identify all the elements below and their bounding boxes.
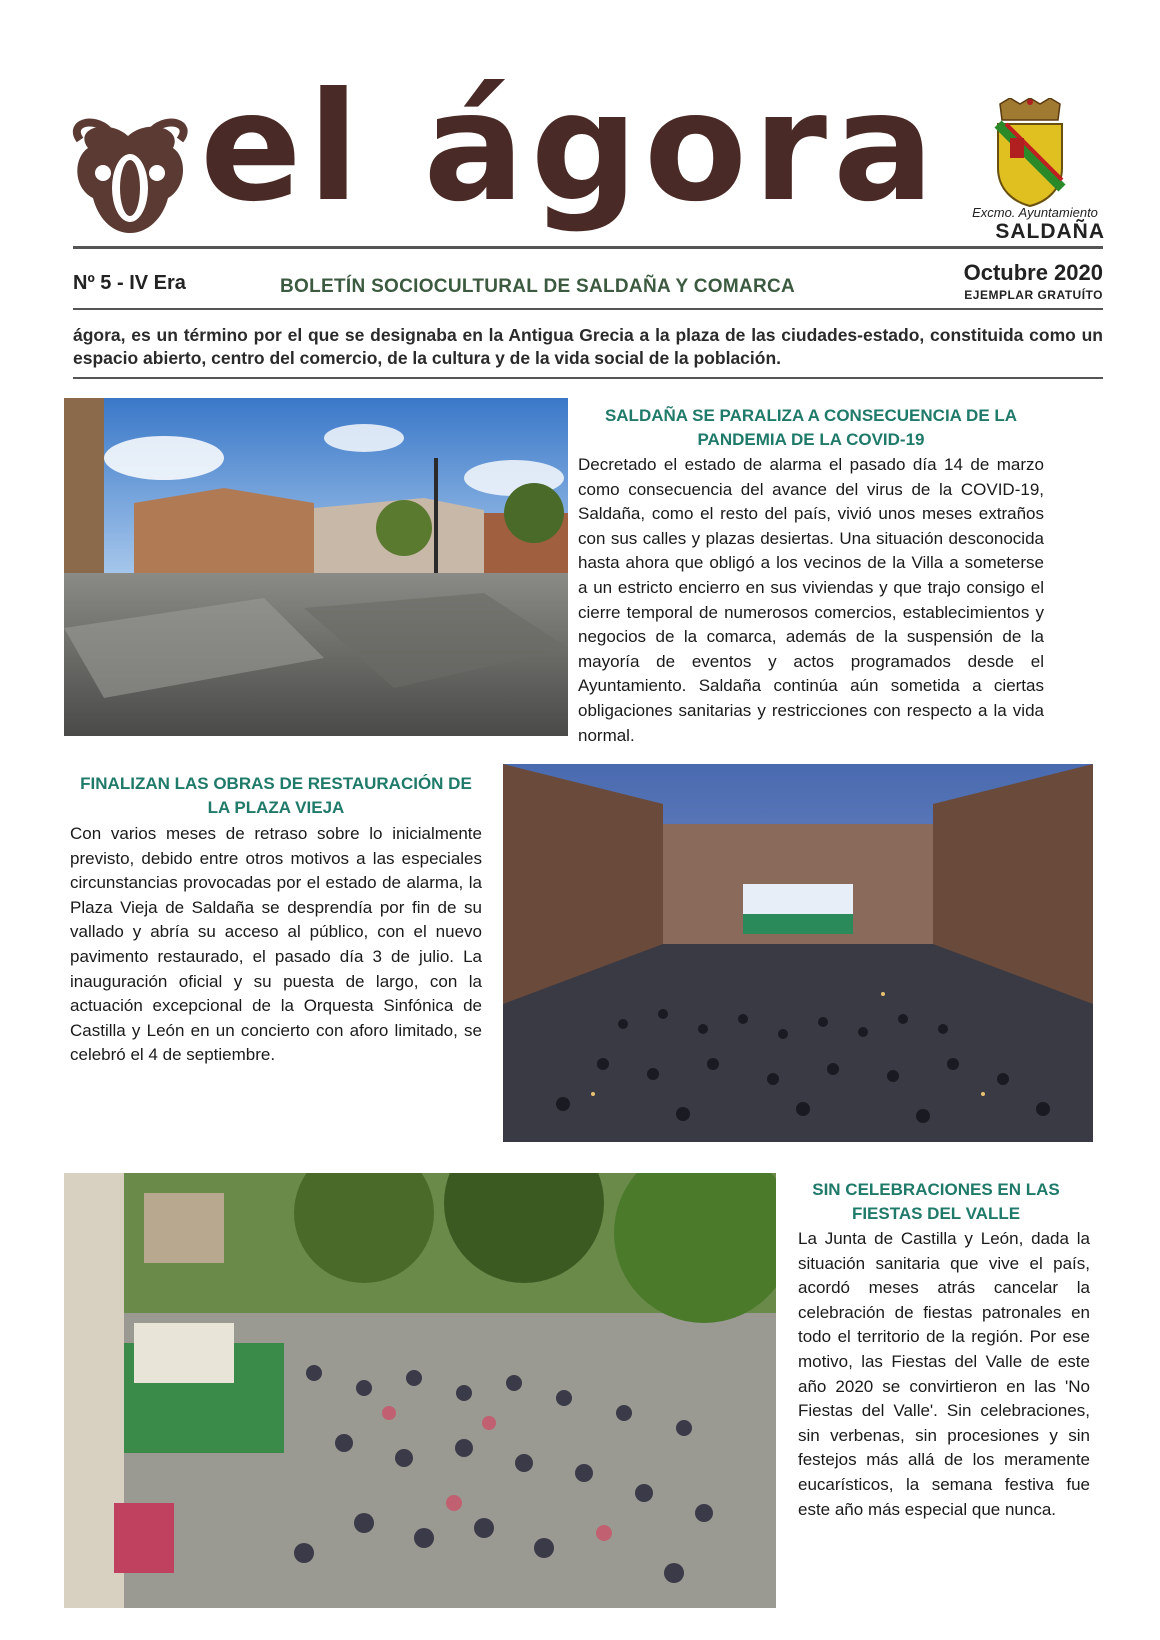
article-body-plaza-vieja: Con varios meses de retraso sobre lo inicialmente previsto, debido entre otros motivos a las especiales circunstancias provocadas por el estado de alarma, la Plaza Vieja de Saldaña se desprendía por fin de su vallado y abría su acceso al público, con el nuevo pavimento restaurado, el pasado día 3 de julio. La inauguración oficial y su puesta de largo, con la actuación excepcional de la Orquesta Sinfónica de Castilla y León en un concierto con aforo limitado, se celebró el 4 de septiembre. [70, 824, 482, 1065]
concert-square-photo [503, 764, 1093, 1142]
festival-mass-photo [64, 1173, 776, 1608]
masthead-rule-middle [73, 308, 1103, 310]
masthead-rule-top [73, 246, 1103, 249]
crest-caption: Excmo. Ayuntamiento [972, 205, 1098, 220]
crest-town-name: SALDAÑA [995, 220, 1105, 243]
free-copy-label: EJEMPLAR GRATUÍTO [964, 288, 1103, 302]
empty-square-photo [64, 398, 568, 736]
newspaper-title: el ágora [200, 61, 941, 235]
masthead-rule-bottom [73, 377, 1103, 379]
town-crest-icon [990, 98, 1070, 208]
bulletin-subtitle: BOLETÍN SOCIOCULTURAL DE SALDAÑA Y COMARCA [280, 276, 796, 297]
article-heading-covid: SALDAÑA SE PARALIZA A CONSECUENCIA DE LA PANDEMIA DE LA COVID-19 [604, 406, 1018, 449]
bull-emblem-icon [68, 118, 193, 238]
issue-number: Nº 5 - IV Era [73, 272, 186, 294]
masthead [60, 58, 1105, 258]
issue-date: Octubre 2020 [963, 260, 1103, 285]
article-body-covid: Decretado el estado de alarma el pasado día 14 de marzo como consecuencia del avance del virus de la COVID-19, Saldaña, como el resto del país, vivió unos meses extraños con sus calles y plazas desiertas. Una situación desconocida hasta ahora que obligó a los vecinos de la Villa a someterse a un estricto encierro en sus viviendas y que trajo consigo el cierre temporal de numerosos comercios, establecimientos y negocios de la comarca, además de la suspensión de la mayoría de eventos y actos programados desde el Ayuntamiento. Saldaña continúa aún sometida a ciertas obligaciones sanitarias y restricciones con respecto a la vida normal. [578, 455, 1044, 745]
article-heading-fiestas: SIN CELEBRACIONES EN LAS FIESTAS DEL VALLE [812, 1180, 1060, 1223]
article-body-fiestas: La Junta de Castilla y León, dada la situación sanitaria que vive el país, acordó meses atrás cancelar la celebración de fiestas patronales en todo el territorio de la región. Por ese motivo, las Fiestas del Valle de este año 2020 se convirtieron en las 'No Fiestas del Valle'. Sin celebraciones, sin verbenas, sin procesiones y sin festejos más allá de los meramente eucarísticos, la semana festiva fue este año más especial que nunca. [798, 1229, 1090, 1519]
article-heading-plaza-vieja: FINALIZAN LAS OBRAS DE RESTAURACIÓN DE LA PLAZA VIEJA [80, 774, 472, 817]
agora-definition: ágora, es un término por el que se designaba en la Antigua Grecia a la plaza de las ciudades-estado, constituida como un espacio abierto, centro del comercio, de la cultura y de la vida social de la población. [73, 325, 1103, 368]
